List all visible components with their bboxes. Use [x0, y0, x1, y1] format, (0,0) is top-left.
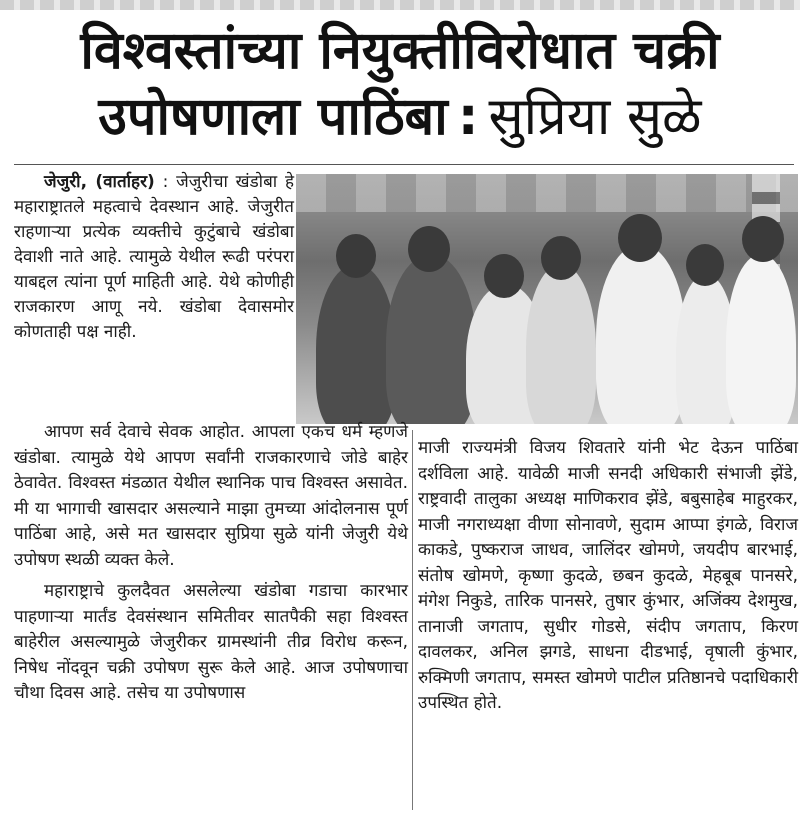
- headline-divider: [14, 164, 794, 165]
- headline-line-1: विश्वस्तांच्या नियुक्तीविरोधात चक्री: [80, 21, 720, 81]
- article-paragraph-1: [14, 170, 294, 345]
- photo-person: [386, 254, 476, 424]
- photo-person: [726, 254, 796, 424]
- headline-line-2: [20, 84, 780, 150]
- page-top-border: [0, 0, 800, 10]
- photo-person-head: [742, 216, 784, 262]
- photo-person-head: [484, 254, 524, 298]
- article-column-wide: [14, 420, 408, 707]
- article-paragraph-4: माजी राज्यमंत्री विजय शिवतारे यांनी भेट देऊन पाठिंबा दर्शविला आहे. यावेळी माजी सनदी अधिकारी संभाजी झेंडे, राष्ट्रवादी तालुका अध्यक्ष माणिकराव झेंडे, बबुसाहेब माहुरकर, माजी नगराध्यक्षा वीणा सोनावणे, सुदाम आप्पा इंगळे, विराज काकडे, पुष्कराज जाधव, जालिंदर खोमणे, जयदीप बारभाई, संतोष खोमणे, कृष्णा कुदळे, छबन कुदळे, मेहबूब पानसरे, मंगेश निकुडे, तारिक पानसरे, तुषार कुंभार, अजिंक्य देशमुख, तानाजी जगताप, सुधीर गोडसे, संदीप जगताप, किरण दावलकर, अनिल झगडे, साधना दीडभाई, वृषाली कुंभार, रुक्मिणी जगताप, समस्त खोमणे पाटील प्रतिष्ठानचे पदाधिकारी उपस्थित होते.: [418, 438, 798, 713]
- photo-person-head: [541, 236, 581, 280]
- photo-person: [316, 264, 396, 424]
- paragraph-1-text: : जेजुरीचा खंडोबा हे महाराष्ट्रातले महत्वाचे देवस्थान आहे. जेजुरीत राहणाऱ्या प्रत्येक व्यक्तीचे कुटुंबाचे खंडोबा देवाशी नाते आहे. त्यामुळे येथील रूढी परंपरा याबद्दल त्यांना पूर्ण माहिती आहे. येथे कोणीही राजकारण आणू नये. खंडोबा देवासमोर कोणताही पक्ष नाही.: [14, 172, 295, 342]
- article-column-right: [418, 436, 798, 717]
- headline-separator: :: [457, 87, 479, 147]
- photo-background-banner: [296, 174, 798, 212]
- article-paragraph-2: आपण सर्व देवाचे सेवक आहोत. आपला एकच धर्म म्हणजे खंडोबा. त्यामुळे येथे आपण सर्वांनी राजकारणाचे जोडे बाहेर ठेवावेत. विश्वस्त मंडळात येथील स्थानिक पाच विश्वस्त असावेत. मी या भागाची खासदार असल्याने माझा तुमच्या आंदोलनास पूर्ण पाठिंबा आहे, असे मत खासदार सुप्रिया सुळे यांनी जेजुरी येथे उपोषण स्थळी व्यक्त केले.: [14, 422, 408, 570]
- photo-person: [526, 264, 596, 424]
- photo-person: [596, 244, 686, 424]
- photo-person-head: [408, 226, 450, 272]
- photo-person-head: [618, 214, 662, 262]
- photo-person-head: [686, 244, 724, 286]
- headline-main-2: उपोषणाला पाठिंबा: [98, 87, 448, 147]
- photo-person-head: [336, 234, 376, 278]
- column-divider: [412, 430, 413, 810]
- headline: [20, 18, 780, 150]
- article-column-left: [14, 170, 294, 345]
- article-paragraph-3: महाराष्ट्राचे कुलदैवत असलेल्या खंडोबा गडाचा कारभार पाहणाऱ्या मार्तंड देवसंस्थान समितीवर सातपैकी सहा विश्वस्त बाहेरील असल्यामुळे जेजुरीकर ग्रामस्थांनी तीव्र विरोध करून, निषेध नोंदवून चक्री उपोषण सुरू केले आहे. आज उपोषणाचा चौथा दिवस आहे. तसेच या उपोषणास: [14, 581, 408, 703]
- news-photo: [296, 174, 798, 424]
- dateline: जेजुरी, (वार्ताहर): [44, 172, 155, 192]
- headline-byline: सुप्रिया सुळे: [488, 87, 702, 147]
